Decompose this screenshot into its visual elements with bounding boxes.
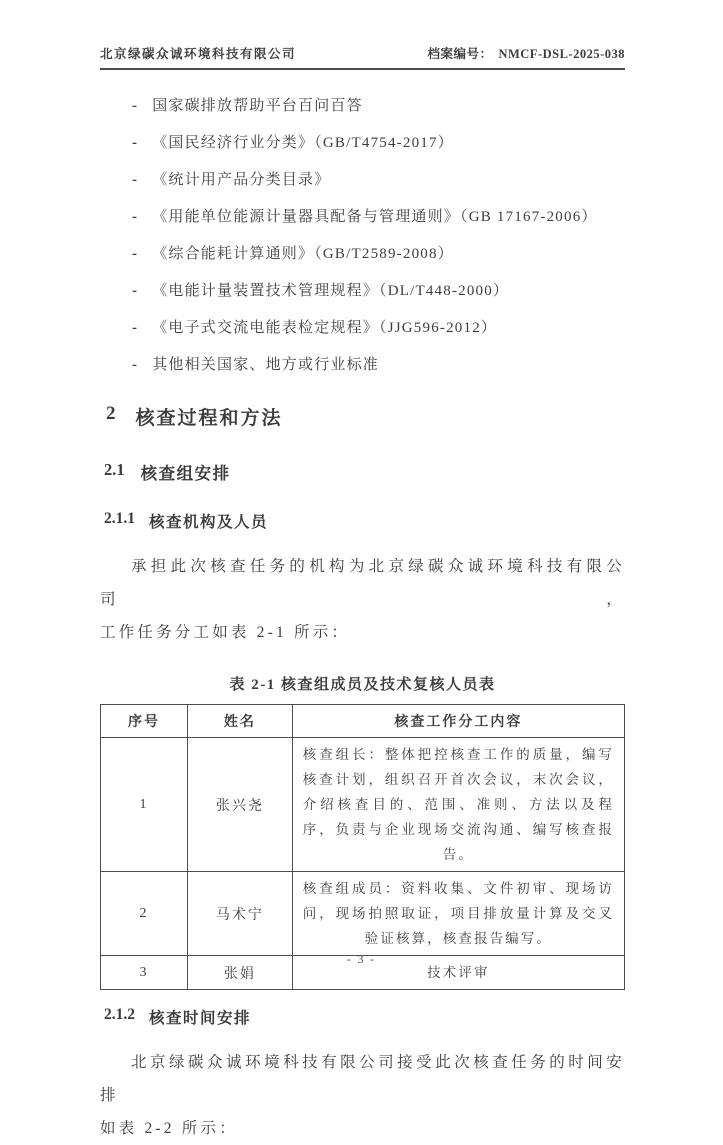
reference-list	[132, 96, 625, 375]
column-header-name: 姓名	[187, 705, 292, 738]
header-company-name: 北京绿碳众诚环境科技有限公司	[100, 47, 297, 61]
paragraph-line: 工作任务分工如表 2-1 所示：	[100, 624, 351, 641]
cell-no: 2	[101, 872, 188, 956]
chapter-number: 2	[106, 403, 116, 424]
file-number-label: 档案编号：	[427, 47, 493, 61]
members-table	[100, 704, 625, 990]
list-item	[132, 96, 625, 116]
chapter-title: 核查过程和方法	[135, 408, 283, 429]
column-header-no: 序号	[101, 705, 188, 738]
cell-name: 张兴尧	[187, 738, 292, 872]
list-item	[132, 170, 625, 190]
section-number: 2.1.2	[104, 1006, 135, 1023]
list-item	[132, 281, 625, 301]
table-header-row	[101, 705, 625, 738]
section-heading-2-1-1	[104, 510, 625, 532]
page-header	[100, 44, 625, 70]
section-title: 核查组安排	[140, 464, 231, 483]
table-title: 表 2-1 核查组成员及技术复核人员表	[229, 677, 496, 693]
list-item	[132, 207, 625, 227]
section-heading-2-1	[104, 460, 625, 484]
reference-text: 《电子式交流电能表检定规程》（JJG596-2012）	[152, 320, 498, 336]
paragraph-line: 北京绿碳众诚环境科技有限公司接受此次核查任务的时间安排	[100, 1054, 625, 1104]
list-item	[132, 355, 625, 375]
dash-marker: -	[132, 246, 139, 262]
list-item	[132, 244, 625, 264]
paragraph-line: 承担此次核查任务的机构为北京绿碳众诚环境科技有限公司，	[100, 558, 625, 608]
file-number-value: NMCF-DSL-2025-038	[498, 47, 625, 61]
cell-name: 张娟	[187, 956, 292, 990]
list-item	[132, 318, 625, 338]
table-row	[101, 872, 625, 956]
reference-text: 《电能计量装置技术管理规程》（DL/T448-2000）	[152, 283, 510, 299]
cell-no: 3	[101, 956, 188, 990]
dash-marker: -	[132, 135, 139, 151]
dash-marker: -	[132, 283, 139, 299]
dash-marker: -	[132, 98, 139, 114]
reference-text: 国家碳排放帮助平台百问百答	[152, 98, 363, 114]
paragraph-schedule	[100, 1046, 625, 1145]
cell-duty: 核查组长：整体把控核查工作的质量，编写核查计划，组织召开首次会议，末次会议，介绍核查目的、范围、准则、方法以及程序，负责与企业现场交流沟通、编写核查报告。	[292, 738, 624, 872]
paragraph-line: 如表 2-2 所示：	[100, 1120, 238, 1137]
paragraph-agency	[100, 550, 625, 649]
cell-duty: 技术评审	[292, 956, 624, 990]
cell-no: 1	[101, 738, 188, 872]
reference-text: 其他相关国家、地方或行业标准	[152, 357, 380, 373]
page-number: - 3 -	[346, 954, 377, 966]
list-item	[132, 133, 625, 153]
reference-text: 《用能单位能源计量器具配备与管理通则》（GB 17167-2006）	[152, 209, 598, 225]
cell-duty: 核查组成员：资料收集、文件初审、现场访问，现场拍照取证，项目排放量计算及交叉验证核算，核查报告编写。	[292, 872, 624, 956]
section-heading-2-1-2	[104, 1006, 625, 1028]
section-title: 核查机构及人员	[149, 514, 269, 531]
dash-marker: -	[132, 320, 139, 336]
header-file-number	[427, 44, 625, 62]
chapter-heading	[106, 403, 625, 430]
reference-text: 《统计用产品分类目录》	[152, 172, 331, 188]
column-header-duty: 核查工作分工内容	[292, 705, 624, 738]
dash-marker: -	[132, 209, 139, 225]
table-row	[101, 738, 625, 872]
dash-marker: -	[132, 357, 139, 373]
section-title: 核查时间安排	[149, 1010, 252, 1027]
section-number: 2.1.1	[104, 510, 135, 527]
reference-text: 《综合能耗计算通则》（GB/T2589-2008）	[152, 246, 454, 262]
reference-text: 《国民经济行业分类》（GB/T4754-2017）	[152, 135, 454, 151]
cell-name: 马术宁	[187, 872, 292, 956]
section-number: 2.1	[104, 460, 125, 479]
dash-marker: -	[132, 172, 139, 188]
